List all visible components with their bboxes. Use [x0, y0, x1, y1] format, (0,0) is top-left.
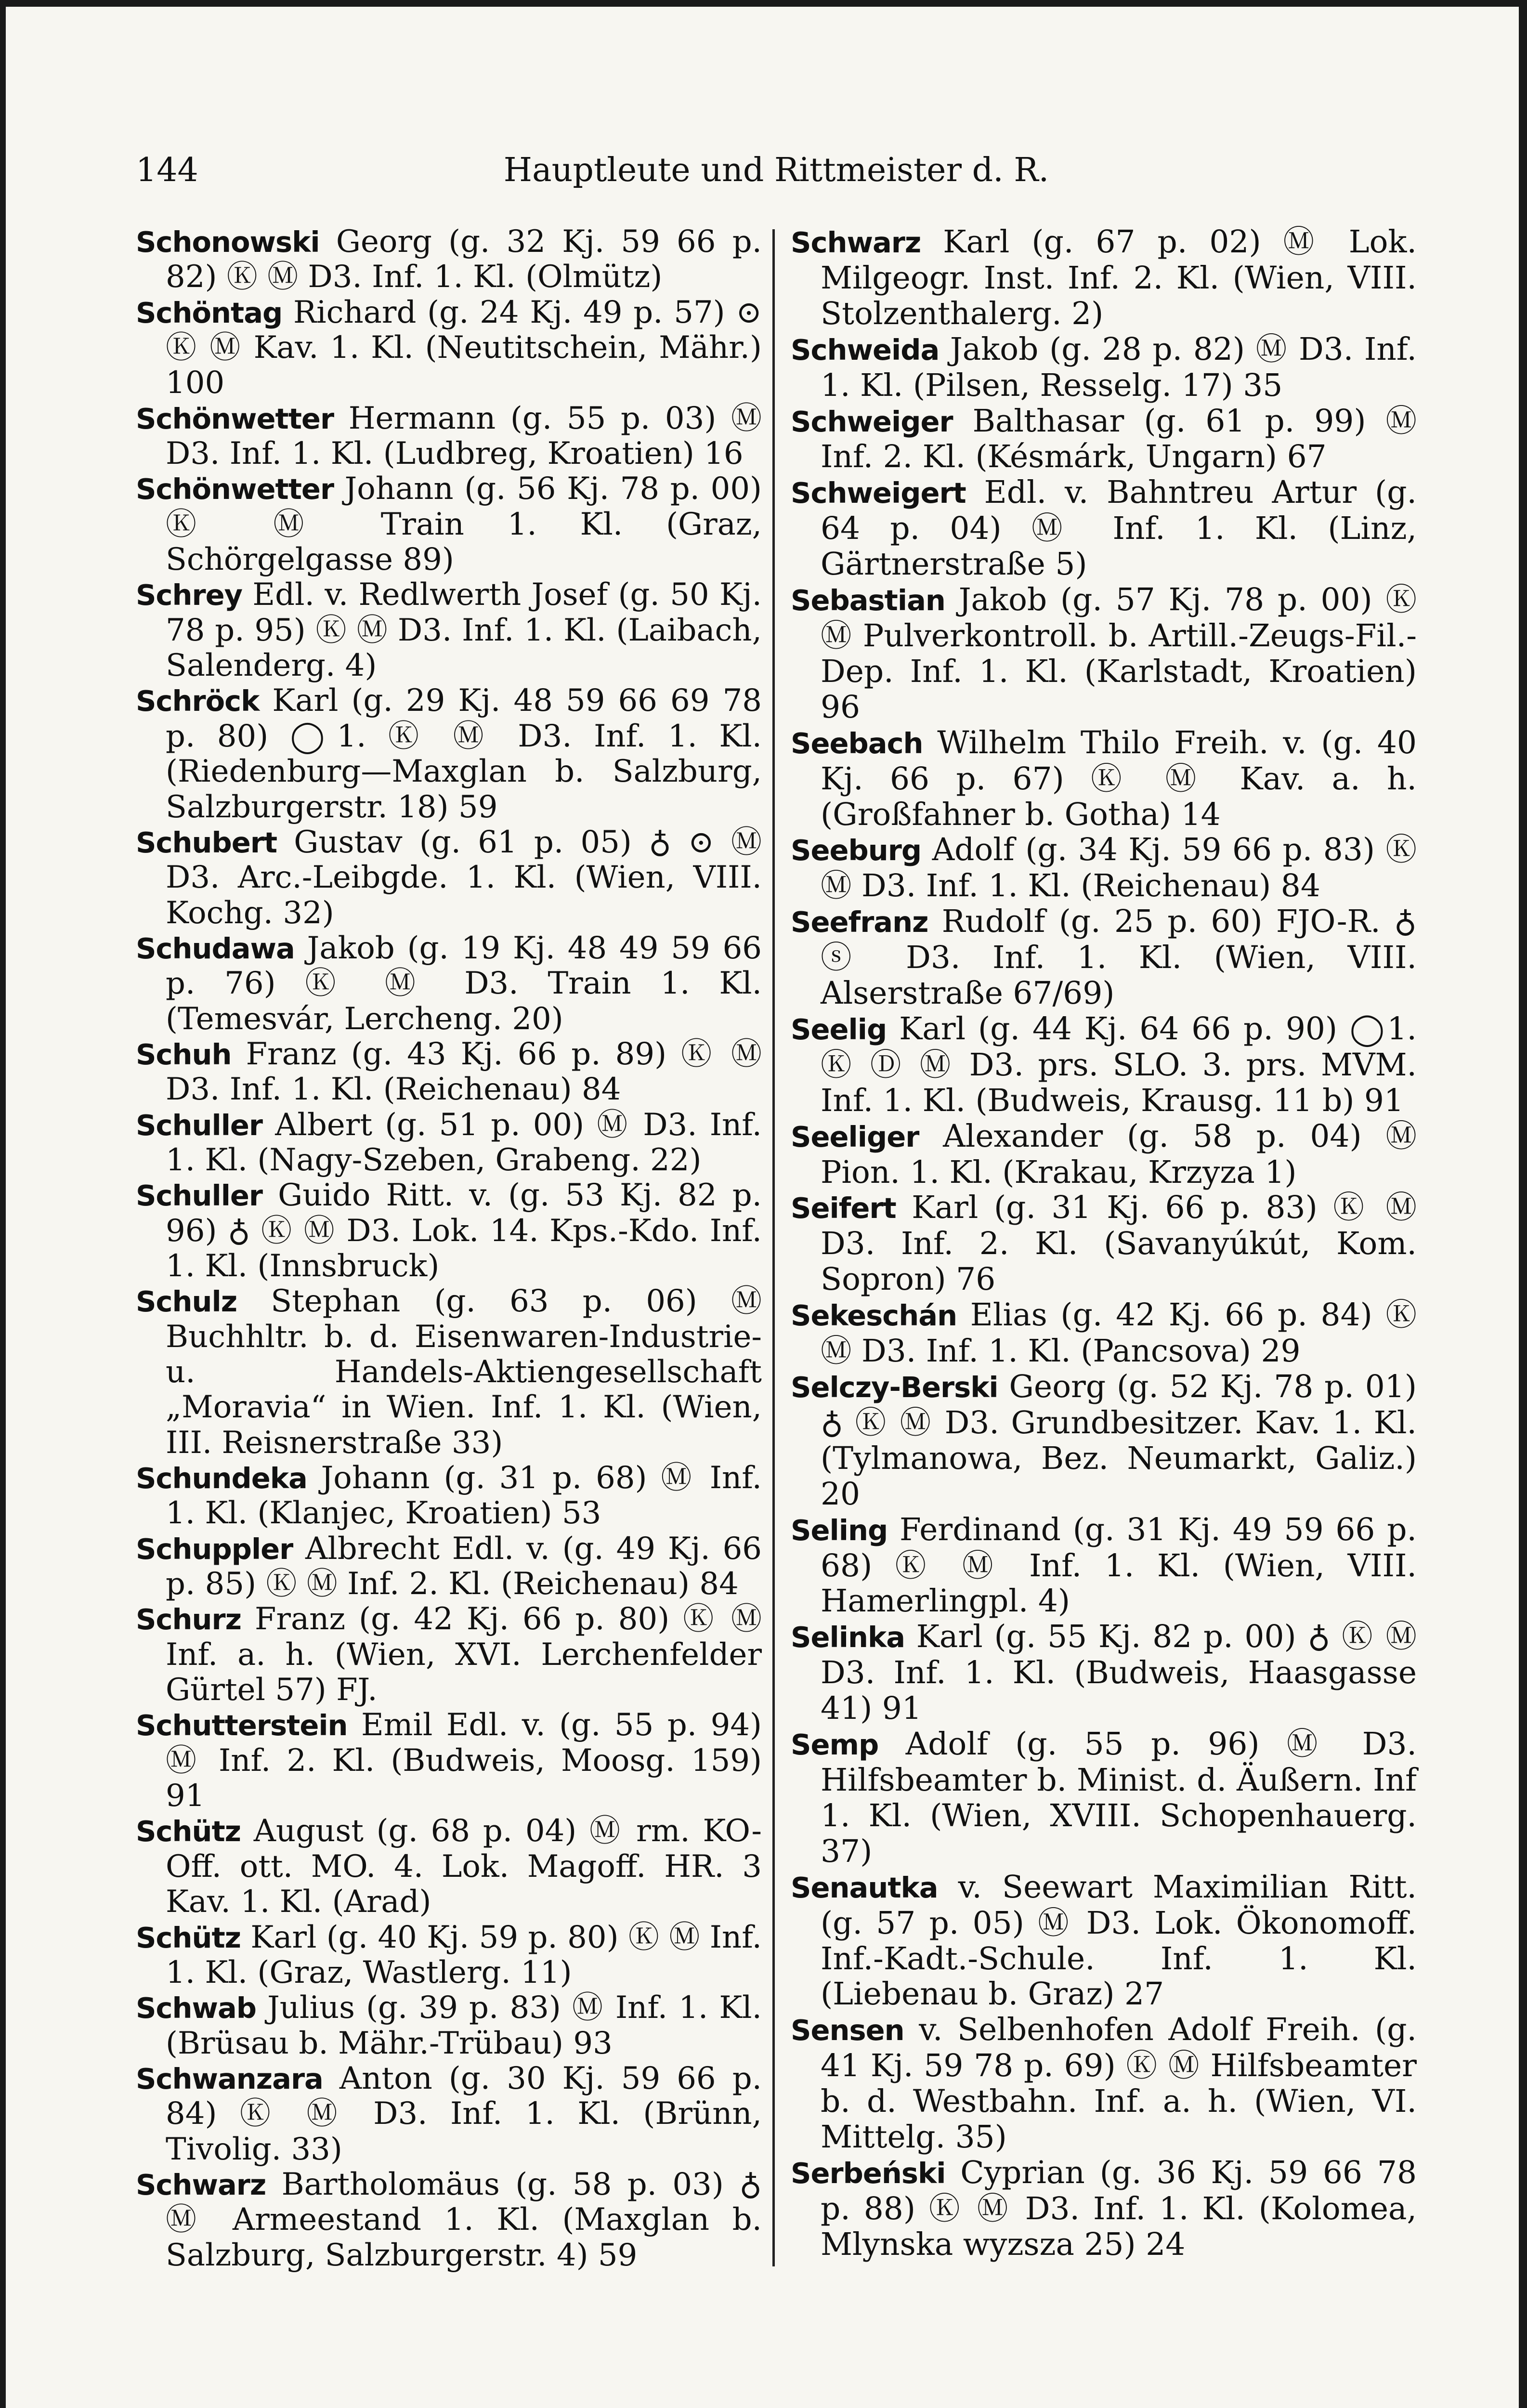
entry-details: Ferdinand (g. 31 Kj. 49 59 66 p. 68) Ⓚ Ⓜ Inf. 1. Kl. (Wien, VIII. Hamerlingpl. 4)	[821, 1511, 1417, 1620]
entry-surname: Schuh	[136, 1037, 232, 1071]
entry-surname: Schröck	[136, 684, 260, 718]
entry-details: Albrecht Edl. v. (g. 49 Kj. 66 p. 85) Ⓚ Ⓜ Inf. 2. Kl. (Reichenau) 84	[166, 1531, 762, 1602]
register-entry	[136, 1178, 762, 1284]
entry-surname: Schütz	[136, 1921, 241, 1954]
register-entry	[136, 2061, 762, 2167]
register-entry	[791, 2012, 1417, 2155]
entry-surname: Sekeschán	[791, 1299, 957, 1333]
register-entry	[136, 471, 762, 577]
register-entry	[136, 1602, 762, 1708]
entry-surname: Seelig	[791, 1012, 887, 1046]
entry-surname: Seifert	[791, 1191, 896, 1225]
entry-details: Gustav (g. 61 p. 05) ♁ ⊙ Ⓜ D3. Arc.-Leibgde. 1. Kl. (Wien, VIII. Kochg. 32)	[166, 824, 762, 931]
entry-details: Rudolf (g. 25 p. 60) FJO-R. ♁ ⓢ D3. Inf. 1. Kl. (Wien, VIII. Alserstraße 67/69)	[821, 903, 1417, 1012]
running-head	[136, 151, 1417, 204]
entry-details: Johann (g. 56 Kj. 78 p. 00) Ⓚ Ⓜ Train 1. Kl. (Graz, Schörgelgasse 89)	[166, 471, 762, 578]
register-entry	[136, 1814, 762, 1920]
running-title: Hauptleute und Rittmeister d. R.	[503, 151, 1049, 189]
entry-surname: Schwarz	[136, 2168, 266, 2201]
entry-surname: Serbeński	[791, 2156, 946, 2190]
register-entry	[136, 825, 762, 931]
entry-details: Julius (g. 39 p. 83) Ⓜ Inf. 1. Kl. (Brüsau b. Mähr.-Trübau) 93	[166, 1990, 762, 2061]
entry-details: Bartholomäus (g. 58 p. 03) ♁ Ⓜ Armeestand 1. Kl. (Maxglan b. Salzburg, Salzburgerstr. 4) 59	[166, 2166, 762, 2273]
entry-surname: Schubert	[136, 825, 277, 859]
register-entry	[791, 1727, 1417, 1870]
left-column	[136, 224, 762, 2273]
register-entry	[791, 2155, 1417, 2263]
entry-details: Jakob (g. 28 p. 82) Ⓜ D3. Inf. 1. Kl. (Pilsen, Resselg. 17) 35	[821, 331, 1417, 404]
book-page	[6, 7, 1519, 2408]
register-entry	[791, 224, 1417, 332]
entry-surname: Seeliger	[791, 1120, 919, 1153]
register-entry	[791, 1011, 1417, 1119]
entry-surname: Senautka	[791, 1871, 938, 1904]
entry-details: Karl (g. 67 p. 02) Ⓜ Lok. Milgeogr. Inst. Inf. 2. Kl. (Wien, VIII. Stolzenthalerg. 2)	[821, 224, 1417, 332]
register-entry	[136, 1920, 762, 1991]
register-entry	[791, 1369, 1417, 1512]
register-entry	[791, 1870, 1417, 2013]
entry-surname: Schuller	[136, 1108, 263, 1142]
entry-details: Franz (g. 43 Kj. 66 p. 89) Ⓚ Ⓜ D3. Inf. 1. Kl. (Reichenau) 84	[166, 1036, 762, 1108]
entry-details: Johann (g. 31 p. 68) Ⓜ Inf. 1. Kl. (Klanjec, Kroatien) 53	[166, 1460, 762, 1531]
register-entry	[136, 1108, 762, 1178]
entry-details: Balthasar (g. 61 p. 99) Ⓜ Inf. 2. Kl. (Késmárk, Ungarn) 67	[821, 403, 1417, 475]
entry-details: Karl (g. 44 Kj. 64 66 p. 90) ◯1. Ⓚ Ⓓ Ⓜ D3. prs. SLO. 3. prs. MVM. Inf. 1. Kl. (Budweis, Krausg. 11 b) 91	[821, 1010, 1417, 1119]
entry-surname: Schundeka	[136, 1462, 307, 1495]
register-entry	[791, 582, 1417, 725]
entry-surname: Schöntag	[136, 296, 283, 329]
register-entry	[791, 404, 1417, 475]
register-entry	[136, 401, 762, 472]
register-entry	[136, 1990, 762, 2061]
entry-details: Karl (g. 40 Kj. 59 p. 80) Ⓚ Ⓜ Inf. 1. Kl. (Graz, Wastlerg. 11)	[166, 1919, 762, 1990]
entry-details: August (g. 68 p. 04) Ⓜ rm. KO-Off. ott. MO. 4. Lok. Magoff. HR. 3 Kav. 1. Kl. (Arad)	[166, 1813, 762, 1920]
register-entry	[136, 2167, 762, 2273]
entry-surname: Schwarz	[791, 226, 921, 259]
entry-details: Elias (g. 42 Kj. 66 p. 84) Ⓚ Ⓜ D3. Inf. 1. Kl. (Pancsova) 29	[821, 1297, 1417, 1370]
entry-details: Wilhelm Thilo Freih. v. (g. 40 Kj. 66 p. 67) Ⓚ Ⓜ Kav. a. h. (Großfahner b. Gotha) 14	[821, 724, 1417, 833]
entry-details: Anton (g. 30 Kj. 59 66 p. 84) Ⓚ Ⓜ D3. Inf. 1. Kl. (Brünn, Tivolig. 33)	[166, 2060, 762, 2167]
register-entry	[791, 832, 1417, 904]
entry-details: Jakob (g. 19 Kj. 48 49 59 66 p. 76) Ⓚ Ⓜ D3. Train 1. Kl. (Temesvár, Lercheng. 20)	[166, 930, 762, 1037]
register-entry	[791, 725, 1417, 833]
entry-surname: Schulz	[136, 1285, 237, 1319]
register-entry	[136, 1037, 762, 1108]
entry-surname: Schrey	[136, 578, 243, 612]
entry-surname: Schweida	[791, 333, 940, 366]
entry-surname: Seefranz	[791, 905, 928, 939]
register-entry	[136, 295, 762, 401]
entry-surname: Schonowski	[136, 225, 320, 259]
entry-details: Alexander (g. 58 p. 04) Ⓜ Pion. 1. Kl. (Krakau, Krzyza 1)	[821, 1118, 1417, 1191]
entry-surname: Sebastian	[791, 584, 945, 617]
register-entry	[136, 1461, 762, 1531]
entry-details: Georg (g. 32 Kj. 59 66 p. 82) Ⓚ Ⓜ D3. Inf. 1. Kl. (Olmütz)	[166, 224, 762, 295]
register-entry	[136, 683, 762, 824]
entry-surname: Seebach	[791, 726, 923, 760]
entry-details: Albert (g. 51 p. 00) Ⓜ D3. Inf. 1. Kl. (Nagy-Szeben, Grabeng. 22)	[166, 1107, 762, 1178]
entry-surname: Semp	[791, 1728, 879, 1762]
entry-details: Hermann (g. 55 p. 03) Ⓜ D3. Inf. 1. Kl. (Ludbreg, Kroatien) 16	[166, 400, 762, 472]
entry-details: v. Selbenhofen Adolf Freih. (g. 41 Kj. 59 78 p. 69) Ⓚ Ⓜ Hilfsbeamter b. d. Westbahn. Inf. a. h. (Wien, VI. Mittelg. 35)	[821, 2012, 1417, 2156]
register-entry	[136, 931, 762, 1037]
entry-details: v. Seewart Maximilian Ritt. (g. 57 p. 05) Ⓜ D3. Lok. Ökonomoff. Inf.-Kadt.-Schule. Inf. 1. Kl. (Liebenau b. Graz) 27	[821, 1869, 1417, 2013]
entry-surname: Schuller	[136, 1179, 263, 1213]
entry-surname: Schönwetter	[136, 472, 334, 506]
entry-surname: Schwanzara	[136, 2062, 323, 2095]
register-entry	[791, 475, 1417, 582]
register-entry	[791, 1297, 1417, 1369]
entry-surname: Schweiger	[791, 405, 953, 438]
entry-details: Karl (g. 29 Kj. 48 59 66 69 78 p. 80) ◯1. Ⓚ Ⓜ D3. Inf. 1. Kl. (Riedenburg—Maxglan b. Salzburg, Salzburgerstr. 18) 59	[166, 683, 762, 825]
register-entry	[791, 332, 1417, 404]
entry-surname: Schuppler	[136, 1532, 293, 1566]
register-entry	[136, 577, 762, 683]
entry-surname: Schudawa	[136, 931, 295, 965]
register-entry	[136, 1708, 762, 1814]
register-entry	[791, 1190, 1417, 1297]
entry-details: Richard (g. 24 Kj. 49 p. 57) ⊙ Ⓚ Ⓜ Kav. 1. Kl. (Neutitschein, Mähr.) 100	[166, 294, 762, 401]
entry-surname: Schönwetter	[136, 402, 334, 435]
entry-details: Cyprian (g. 36 Kj. 59 66 78 p. 88) Ⓚ Ⓜ D3. Inf. 1. Kl. (Kolomea, Mlynska wyzsza 25) 24	[821, 2154, 1417, 2263]
entry-details: Emil Edl. v. (g. 55 p. 94) Ⓜ Inf. 2. Kl. (Budweis, Moosg. 159) 91	[166, 1707, 762, 1814]
entry-details: Karl (g. 31 Kj. 66 p. 83) Ⓚ Ⓜ D3. Inf. 2. Kl. (Savanyúkút, Kom. Sopron) 76	[821, 1190, 1417, 1298]
entry-details: Adolf (g. 55 p. 96) Ⓜ D3. Hilfsbeamter b. Minist. d. Äußern. Inf 1. Kl. (Wien, XVIII. Schopenhauerg. 37)	[821, 1726, 1417, 1870]
entry-details: Adolf (g. 34 Kj. 59 66 p. 83) Ⓚ Ⓜ D3. Inf. 1. Kl. (Reichenau) 84	[821, 832, 1417, 904]
entry-surname: Selczy-Berski	[791, 1371, 998, 1404]
entry-surname: Schütz	[136, 1815, 241, 1848]
entry-details: Stephan (g. 63 p. 06) Ⓜ Buchhltr. b. d. Eisenwaren-Industrie- u. Handels-Aktiengesellschaft „Moravia“ in Wien. Inf. 1. Kl. (Wien, III. Reisnerstraße 33)	[166, 1283, 762, 1461]
column-divider	[772, 229, 775, 2266]
entry-surname: Seeburg	[791, 834, 922, 867]
register-entry	[136, 224, 762, 295]
entry-details: Edl. v. Redlwerth Josef (g. 50 Kj. 78 p. 95) Ⓚ Ⓜ D3. Inf. 1. Kl. (Laibach, Salenderg. 4)	[166, 577, 762, 684]
entry-details: Franz (g. 42 Kj. 66 p. 80) Ⓚ Ⓜ Inf. a. h. (Wien, XVI. Lerchenfelder Gürtel 57) FJ.	[166, 1601, 762, 1708]
register-entry	[791, 1119, 1417, 1191]
right-column	[791, 224, 1417, 2263]
entry-surname: Schwab	[136, 1991, 257, 2025]
register-entry	[791, 1619, 1417, 1727]
entry-details: Edl. v. Bahntreu Artur (g. 64 p. 04) Ⓜ Inf. 1. Kl. (Linz, Gärtnerstraße 5)	[821, 474, 1417, 583]
entry-details: Karl (g. 55 Kj. 82 p. 00) ♁ Ⓚ Ⓜ D3. Inf. 1. Kl. (Budweis, Haasgasse 41) 91	[821, 1619, 1417, 1727]
entry-details: Jakob (g. 57 Kj. 78 p. 00) Ⓚ Ⓜ Pulverkontroll. b. Artill.-Zeugs-Fil.-Dep. Inf. 1. Kl. (Karlstadt, Kroatien) 96	[821, 582, 1417, 725]
register-entry	[136, 1284, 762, 1461]
entry-details: Georg (g. 52 Kj. 78 p. 01) ♁ Ⓚ Ⓜ D3. Grundbesitzer. Kav. 1. Kl. (Tylmanowa, Bez. Neumarkt, Galiz.) 20	[821, 1369, 1417, 1512]
entry-surname: Selinka	[791, 1621, 905, 1654]
page-number: 144	[136, 151, 198, 189]
register-entry	[136, 1531, 762, 1602]
entry-surname: Sensen	[791, 2014, 904, 2047]
register-entry	[791, 1512, 1417, 1620]
register-entry	[791, 904, 1417, 1011]
entry-surname: Seling	[791, 1513, 888, 1547]
entry-surname: Schweigert	[791, 476, 966, 510]
entry-surname: Schurz	[136, 1603, 241, 1636]
entry-details: Guido Ritt. v. (g. 53 Kj. 82 p. 96) ♁ Ⓚ Ⓜ D3. Lok. 14. Kps.-Kdo. Inf. 1. Kl. (Innsbruck)	[166, 1178, 762, 1284]
entry-surname: Schutterstein	[136, 1709, 348, 1742]
